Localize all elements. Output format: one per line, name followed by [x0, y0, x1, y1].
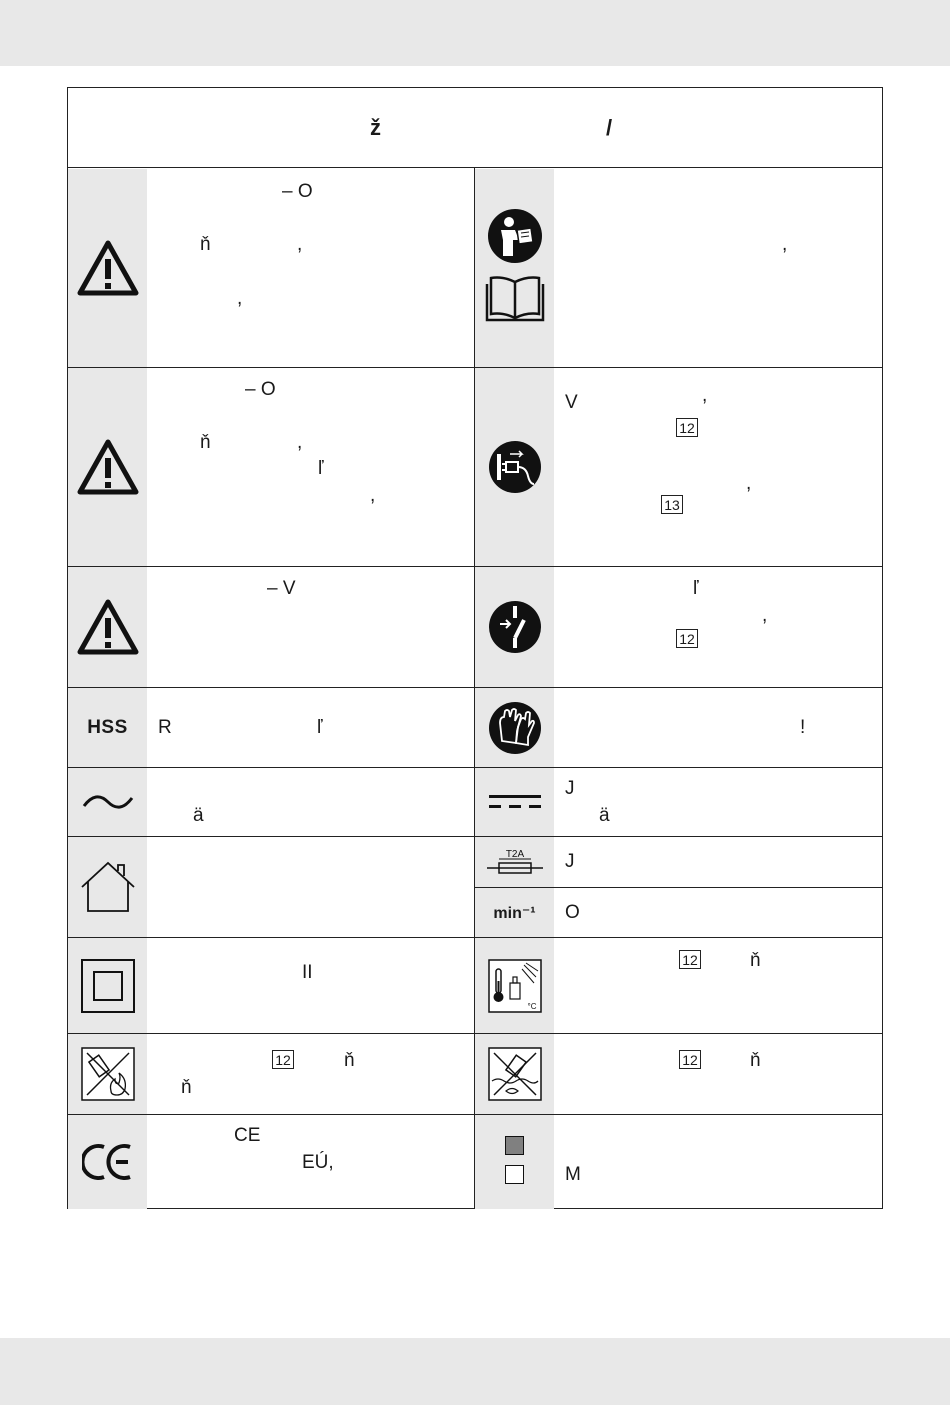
- symbol-legend-table: [67, 87, 883, 1209]
- hss-text-2: ľ: [317, 717, 323, 738]
- warning2-text-5: ,: [370, 485, 376, 506]
- warning1-text-4: ,: [237, 288, 243, 309]
- disconnect-text-2: ,: [762, 605, 768, 626]
- protective-gloves-icon: [488, 701, 542, 755]
- ref-number-box: 12: [679, 950, 701, 969]
- warning1-text-1: – O: [282, 181, 313, 202]
- ce-text-1: CE: [234, 1125, 261, 1146]
- header-char-2: /: [606, 115, 613, 140]
- hss-text-1: R: [158, 717, 172, 738]
- warning3-text-1: – V: [267, 578, 296, 599]
- ac-text-1: ä: [193, 805, 204, 826]
- ac-icon-cell: [68, 768, 147, 836]
- no-fire-battery-icon: [81, 1047, 135, 1101]
- read-manual-icon: [487, 208, 543, 264]
- warning-icon-2-cell: [68, 368, 147, 566]
- fuse-rating-label: T2A: [505, 849, 524, 860]
- manual-icons-cell: [475, 188, 554, 348]
- nowater-text-1: ň: [750, 1050, 761, 1071]
- rpm-label: min⁻¹: [493, 904, 536, 922]
- ref-number-box: 12: [679, 1050, 701, 1069]
- direct-current-icon: [487, 793, 543, 811]
- warning-triangle-icon: [76, 598, 140, 656]
- fuse-icon: [485, 847, 545, 877]
- disconnect-icon-cell: [475, 567, 554, 687]
- warning2-text-4: ľ: [318, 458, 324, 479]
- alternating-current-icon: [82, 790, 134, 814]
- unplug-icon-cell: [475, 368, 554, 566]
- warning2-text-2: ň: [200, 432, 211, 453]
- class2-text-1: II: [302, 962, 313, 983]
- dc-text-2: ä: [599, 805, 610, 826]
- class2-icon-cell: [68, 938, 147, 1033]
- indoor-use-house-icon: [78, 861, 138, 913]
- fuse-text-1: J: [565, 851, 575, 872]
- warning1-text-2: ň: [200, 234, 211, 255]
- rpm-text-1: O: [565, 902, 580, 923]
- warning2-text-1: – O: [245, 379, 276, 400]
- protection-class-ii-icon: [80, 958, 136, 1014]
- no-water-battery-icon: [488, 1047, 542, 1101]
- ce-text-2: EÚ,: [302, 1152, 334, 1173]
- unplug-mains-icon: [488, 440, 542, 494]
- unplug-text-1: V: [565, 392, 578, 413]
- header-char-1: ž: [370, 115, 381, 140]
- ce-mark-icon: [82, 1143, 134, 1181]
- dc-text-1: J: [565, 778, 575, 799]
- temperature-icon-cell: [475, 938, 554, 1033]
- nofire-text-2: ň: [181, 1077, 192, 1098]
- grey-swatch: [505, 1136, 524, 1155]
- manual-text-1: ,: [782, 234, 788, 255]
- colors-text-1: M: [565, 1164, 581, 1185]
- warning-triangle-icon: [76, 438, 140, 496]
- top-margin-band: [0, 0, 950, 66]
- disconnect-text-1: ľ: [693, 578, 699, 599]
- disconnect-switch-icon: [488, 600, 542, 654]
- ref-number-box: 13: [661, 495, 683, 514]
- warning-icon-1-cell: [68, 169, 147, 367]
- celsius-unit-label: °C: [527, 1001, 536, 1011]
- hss-icon-cell: [68, 688, 147, 767]
- dc-icon-cell: [475, 768, 554, 836]
- color-swatch-cell: [475, 1115, 554, 1209]
- fuse-icon-cell: [475, 837, 554, 887]
- gloves-text-1: !: [800, 717, 806, 738]
- warning1-text-3: ,: [297, 234, 303, 255]
- nofire-text-1: ň: [344, 1050, 355, 1071]
- warning2-text-3: ,: [297, 432, 303, 453]
- white-swatch: [505, 1165, 524, 1184]
- temp-text-1: ň: [750, 950, 761, 971]
- unplug-text-3: ,: [746, 473, 752, 494]
- book-icon: [485, 274, 545, 324]
- ref-number-box: 12: [676, 629, 698, 648]
- warning-icon-3-cell: [68, 567, 147, 687]
- warning-triangle-icon: [76, 239, 140, 297]
- gloves-icon-cell: [475, 688, 554, 767]
- rpm-icon-cell: [475, 888, 554, 937]
- indoor-icon-cell: [68, 837, 147, 937]
- legend-header: [68, 88, 882, 168]
- hss-label: HSS: [87, 716, 128, 738]
- ref-number-box: 12: [272, 1050, 294, 1069]
- bottom-margin-band: [0, 1338, 950, 1405]
- no-fire-icon-cell: [68, 1034, 147, 1114]
- temperature-sun-icon: [488, 959, 542, 1013]
- no-water-icon-cell: [475, 1034, 554, 1114]
- unplug-text-2: ,: [702, 385, 708, 406]
- ce-icon-cell: [68, 1115, 147, 1209]
- ref-number-box: 12: [676, 418, 698, 437]
